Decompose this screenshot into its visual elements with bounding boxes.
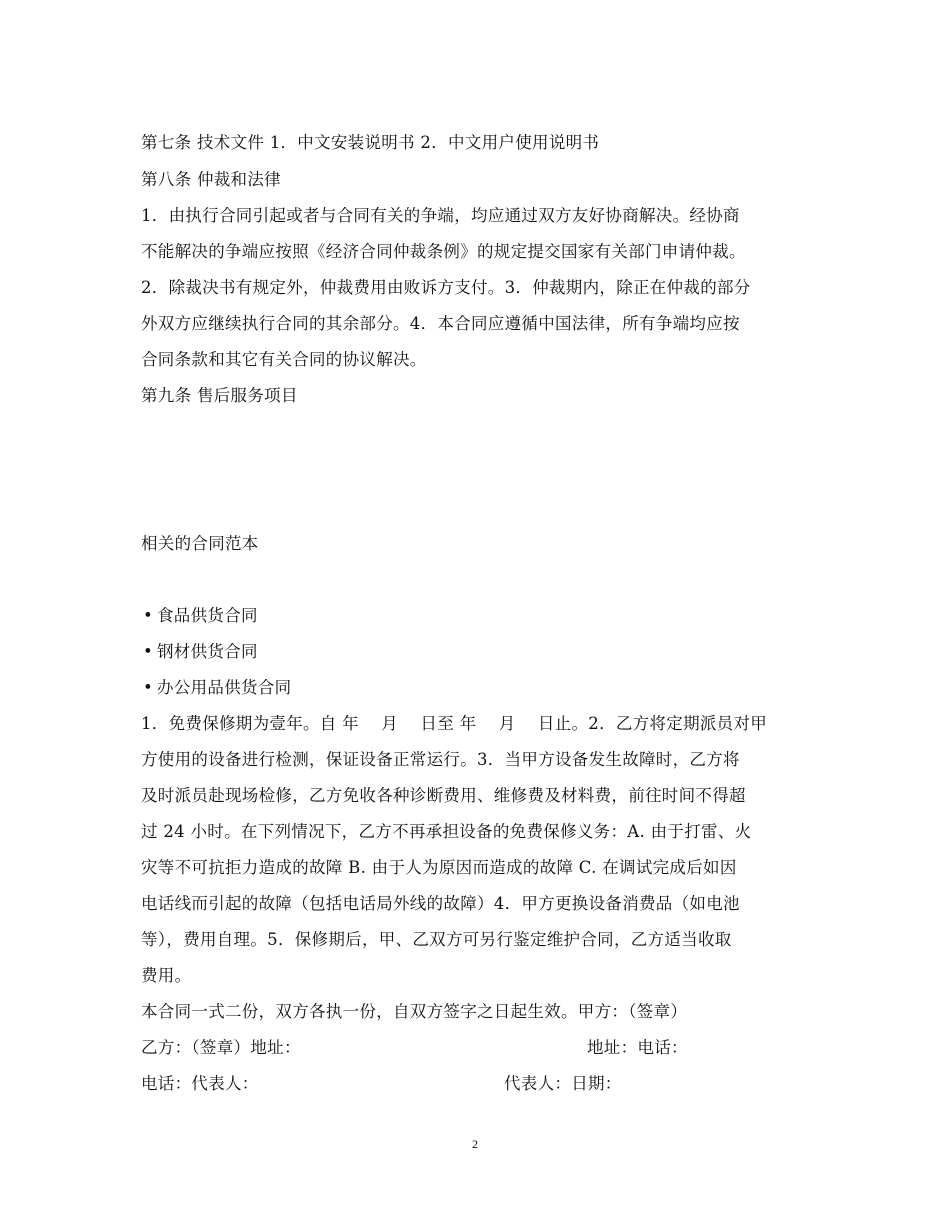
bullet-icon: • — [143, 678, 154, 697]
validity-clause: 本合同一式二份，双方各执一份，自双方签字之日起生效。甲方：（签章） — [141, 1002, 688, 1021]
related-contract-label[interactable]: 钢材供货合同 — [157, 642, 258, 661]
bullet-icon: • — [143, 642, 154, 661]
related-contract-label[interactable]: 食品供货合同 — [157, 606, 258, 625]
service-line: 及时派员赴现场检修，乙方免收各种诊断费用、维修费及材料费，前往时间不得超 — [141, 786, 746, 805]
service-line: 等），费用自理。5．保修期后，甲、乙双方可另行鉴定维护合同，乙方适当收取 — [141, 930, 732, 949]
party-b-phone: 电话：代表人： — [141, 1074, 259, 1093]
service-line: 方使用的设备进行检测，保证设备正常运行。3．当甲方设备发生故障时，乙方将 — [141, 750, 740, 769]
related-contract-label[interactable]: 办公用品供货合同 — [157, 678, 292, 697]
party-a-representative: 代表人：日期： — [504, 1074, 622, 1093]
article-8-heading: 第八条 仲裁和法律 — [141, 170, 281, 189]
article-8-line: 1．由执行合同引起或者与合同有关的争端，均应通过双方友好协商解决。经协商 — [141, 206, 740, 225]
related-contracts-heading: 相关的合同范本 — [141, 534, 259, 553]
article-9-heading: 第九条 售后服务项目 — [141, 386, 298, 405]
party-a-address: 地址：电话： — [587, 1038, 688, 1057]
service-line: 电话线而引起的故障（包括电话局外线的故障）4．甲方更换设备消费品（如电池 — [141, 894, 740, 913]
article-7-text: 第七条 技术文件 1．中文安装说明书 2．中文用户使用说明书 — [141, 133, 600, 152]
related-contract-link[interactable] — [143, 641, 258, 663]
related-contract-link[interactable] — [143, 677, 291, 699]
service-line: 费用。 — [141, 966, 192, 985]
page-number: 2 — [472, 1137, 478, 1151]
article-8-line: 2．除裁决书有规定外，仲裁费用由败诉方支付。3．仲裁期内，除正在仲裁的部分 — [141, 278, 751, 297]
article-8-line: 外双方应继续执行合同的其余部分。4．本合同应遵循中国法律，所有争端均应按 — [141, 314, 740, 333]
related-contract-link[interactable] — [143, 605, 258, 627]
service-line: 1．免费保修期为壹年。自 年 月 日至 年 月 日止。2．乙方将定期派员对甲 — [141, 714, 768, 733]
service-line: 过 24 小时。在下列情况下，乙方不再承担设备的免费保修义务：A. 由于打雷、火 — [141, 822, 752, 841]
article-8-line: 合同条款和其它有关合同的协议解决。 — [141, 350, 427, 369]
party-b-signature: 乙方：（签章）地址： — [141, 1038, 301, 1057]
article-8-line: 不能解决的争端应按照《经济合同仲裁条例》的规定提交国家有关部门申请仲裁。 — [141, 242, 746, 261]
bullet-icon: • — [143, 606, 154, 625]
service-line: 灾等不可抗拒力造成的故障 B. 由于人为原因而造成的故障 C. 在调试完成后如因 — [141, 858, 737, 877]
